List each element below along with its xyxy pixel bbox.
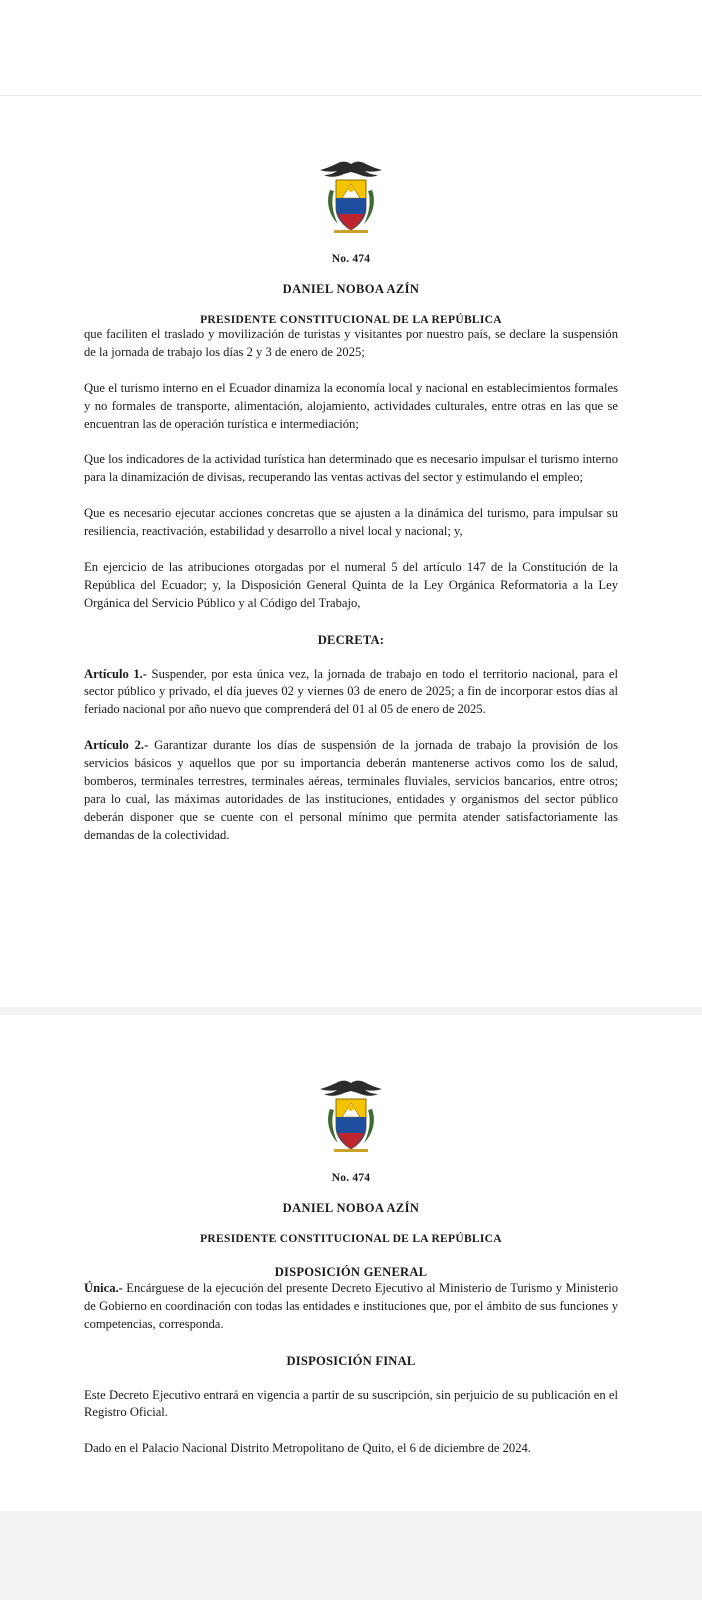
president-name: DANIEL NOBOA AZÍN <box>282 1200 420 1215</box>
ecuador-coat-of-arms-icon <box>316 1077 386 1162</box>
crest-container <box>84 96 618 249</box>
article-2 <box>84 737 618 844</box>
paragraph: Que es necesario ejecutar acciones concretas que se ajusten a la dinámica del turismo, para impulsar su resiliencia, reactivación, estabilidad y desarrollo a nivel local y nacional; y, <box>84 506 618 538</box>
document-number: No. 474 <box>331 1171 371 1184</box>
paragraph: que faciliten el traslado y movilización de turistas y visitantes por nuestro país, se declare la suspensión de la jornada de trabajo los días 2 y 3 de enero de 2025; <box>84 327 618 359</box>
paragraph: Que los indicadores de la actividad turística han determinado que es necesario impulsar el turismo interno para la dinamización de divisas, recuperando las ventas activas del sector y estimulando el empleo; <box>84 452 618 485</box>
document-page-1 <box>0 96 702 1007</box>
document-page-2 <box>0 1015 702 1511</box>
article-1 <box>84 666 618 720</box>
article-1-text: Suspender, por esta única vez, la jornada de trabajo en todo el territorio nacional, para el sector público y privado, el día jueves 02 y viernes 03 de enero de 2025; a fin de incorporar estos días al feriado nacional por año nuevo que comprenderá del 01 al 05 de enero de 2025. <box>84 666 618 717</box>
president-title: PRESIDENTE CONSTITUCIONAL DE LA REPÚBLICA <box>200 1232 502 1245</box>
paragraph: En ejercicio de las atribuciones otorgadas por el numeral 5 del artículo 147 de la Constitución de la República del Ecuador; y, la Disposición General Quinta de la Ley Orgánica Reformatoria a la Ley Orgánica del Servicio Público y al Código del Trabajo, <box>84 559 618 610</box>
crest-container <box>84 1015 618 1168</box>
disposicion-final-heading: DISPOSICIÓN FINAL <box>286 1353 416 1368</box>
decreta-heading: DECRETA: <box>317 632 385 647</box>
article-2-label: Artículo 2.- <box>84 738 149 753</box>
paragraph: Que el turismo interno en el Ecuador dinamiza la economía local y nacional en establecimientos formales y no formales de transporte, alimentación, alojamiento, actividades culturales, entre otras en las que se encuentran las de operación turística e intermediación; <box>84 380 618 431</box>
president-title: PRESIDENTE CONSTITUCIONAL DE LA REPÚBLICA <box>200 314 502 326</box>
article-1-label: Artículo 1.- <box>84 666 147 681</box>
signature-place-date: Dado en el Palacio Nacional Distrito Metropolitano de Quito, el 6 de diciembre de 2024. <box>84 1441 531 1456</box>
page-separator <box>0 1007 702 1015</box>
page-2-bottom-space <box>84 1471 618 1511</box>
president-name: DANIEL NOBOA AZÍN <box>282 282 420 296</box>
disposicion-general-heading: DISPOSICIÓN GENERAL <box>274 1264 428 1279</box>
unica-label: Única.- <box>84 1280 123 1295</box>
page-boundary-top <box>0 0 702 96</box>
article-2-text: Garantizar durante los días de suspensión de la jornada de trabajo la provisión de los servicios básicos y aquellos que por su importancia deberán mantenerse activos como los de salud, bomberos, terminales terrestres, terminales aéreas, terminales fluviales, servicios bancarios, entre otros; para lo cual, las máximas autoridades de las instituciones, entidades y organismos del sector público deberán disponer que se cuente con el personal mínimo que permita atender satisfactoriamente las demandas de la colectividad. <box>84 738 618 842</box>
disposicion-general-text <box>84 1280 618 1334</box>
disposicion-final-text: Este Decreto Ejecutivo entrará en vigencia a partir de su suscripción, sin perjuicio de su publicación en el Registro Oficial. <box>84 1387 618 1420</box>
page-1-bottom-space <box>84 857 618 1007</box>
document-number: No. 474 <box>331 253 371 265</box>
unica-text: Encárguese de la ejecución del presente Decreto Ejecutivo al Ministerio de Turismo y Ministerio de Gobierno en coordinación con todas las entidades e instituciones que, por el ámbito de sus funciones y competencias, corresponda. <box>84 1280 618 1331</box>
ecuador-coat-of-arms-icon <box>316 158 386 243</box>
